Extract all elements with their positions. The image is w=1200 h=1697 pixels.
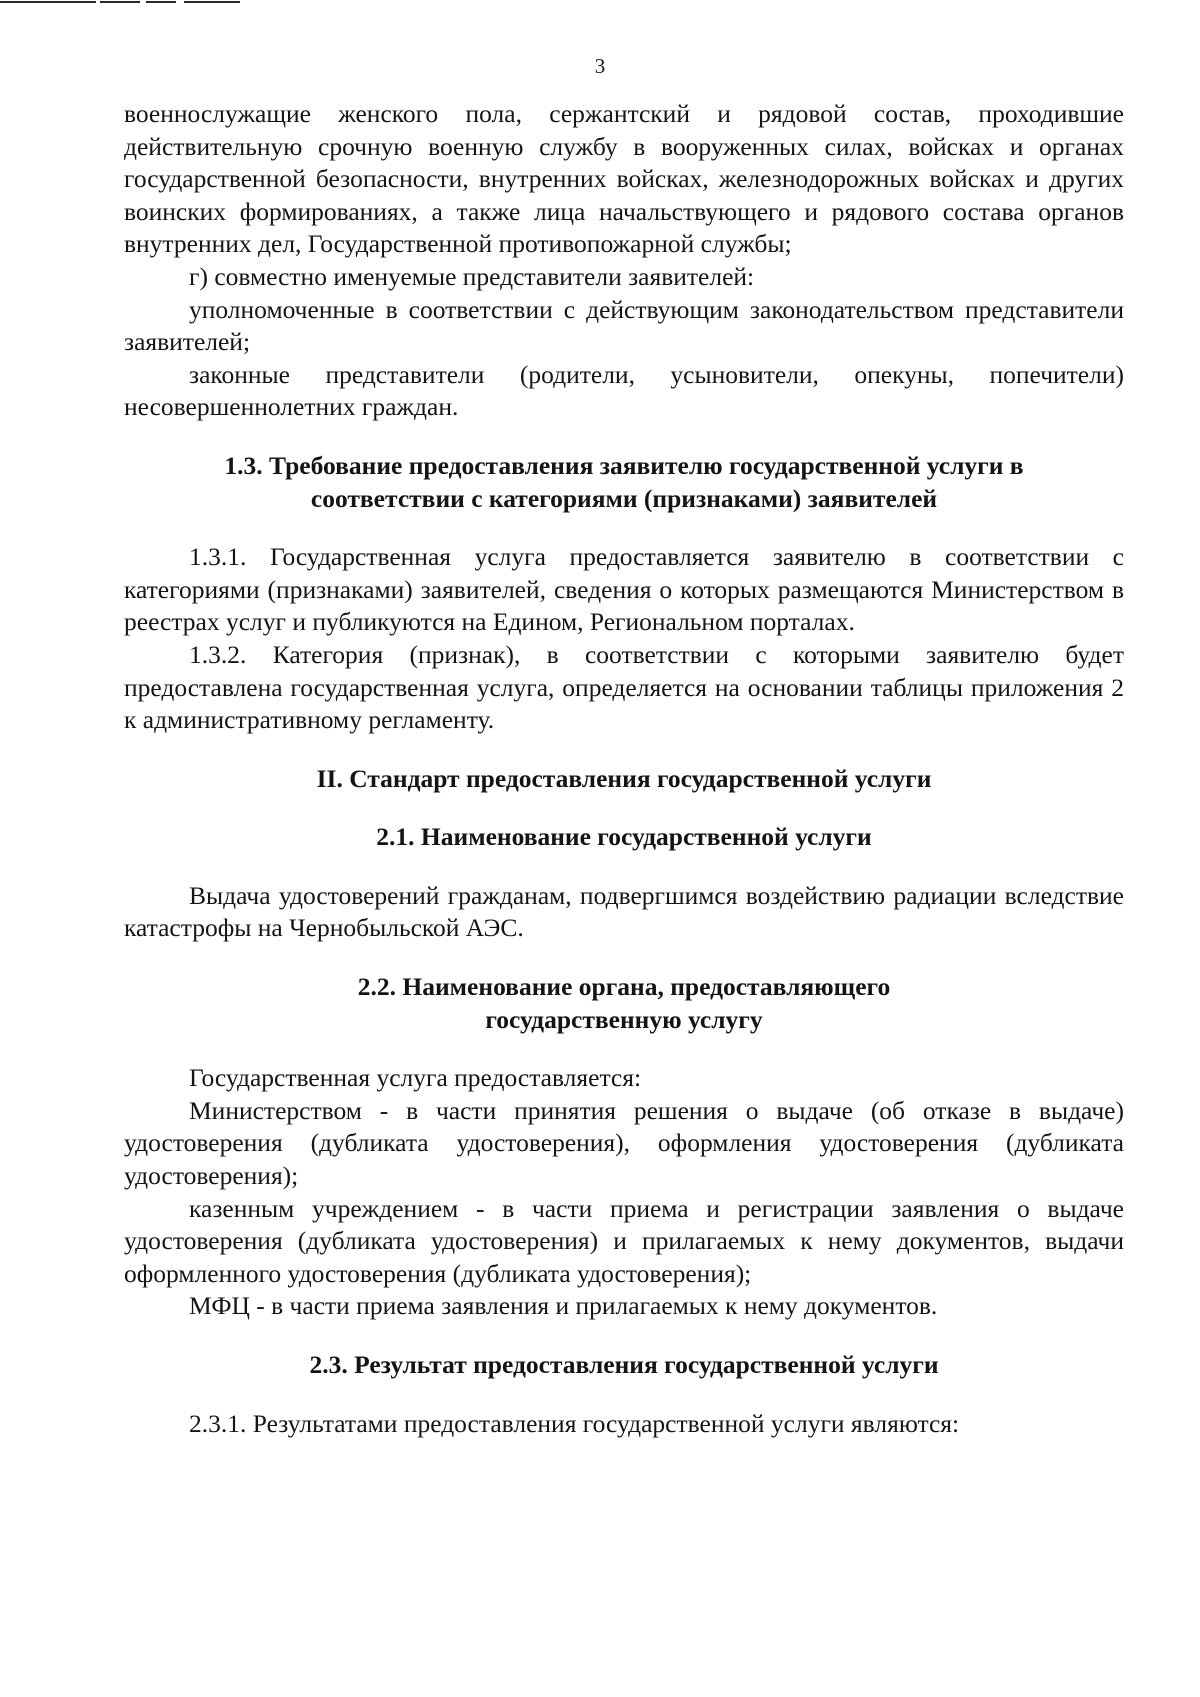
heading-line: соответствии с категориями (признаками) заявителей [310,483,938,513]
heading-line: 2.1. Наименование государственной услуги [376,822,872,852]
paragraph: Государственная услуга предоставляется: [189,1063,642,1093]
paragraph: Выдача удостоверений гражданам, подвергшимся воздействию радиации вследствие катастрофы на Чернобыльской АЭС. [124,880,1124,943]
heading-line: 2.3. Результат предоставления государственной услуги [309,1350,939,1379]
section-2-2-heading [124,971,1124,1036]
paragraph: военнослужащие женского пола, сержантский и рядовой состав, проходившие действительную срочную военную службу в вооруженных силах, войсках и органах государственной безопасности, внутренних войсках, железнодорожных войсках и других воинских формированиях, а также лица начальствующего и рядового состава органов внутренних дел, Государственной противопожарной службы; [124,99,1124,259]
section-II-heading [124,763,1124,796]
heading-line: II. Стандарт предоставления государственной услуги [316,763,932,793]
section-2-1-heading [124,821,1124,854]
paragraph: 2.3.1. Результатами предоставления государственной услуги являются: [189,1408,960,1438]
paragraph: законные представители (родители, усыновители, опекуны, попечители) несовершеннолетних граждан. [124,359,1124,422]
paragraph: МФЦ - в части приема заявления и прилагаемых к нему документов. [189,1291,938,1321]
heading-line: 2.2. Наименование органа, предоставляющего [357,972,891,1002]
page-number: 3 [594,54,606,78]
scan-edge-marks [0,0,260,6]
heading-line: государственную услугу [485,1004,763,1034]
heading-line: 1.3. Требование предоставления заявителю государственной услуги в [224,450,1024,480]
paragraph: Министерством - в части принятия решения о выдаче (об отказе в выдаче) удостоверения (дубликата удостоверения), оформления удостоверения (дубликата удостоверения); [124,1095,1124,1191]
paragraph: уполномоченные в соответствии с действующим законодательством представители заявителей; [124,294,1124,357]
paragraph: казенным учреждением - в части приема и регистрации заявления о выдаче удостоверения (дубликата удостоверения) и прилагаемых к нему документов, выдачи оформленного удостоверения (дубликата удостоверения); [124,1193,1124,1288]
paragraph: 1.3.1. Государственная услуга предоставляется заявителю в соответствии с категориями (признаками) заявителей, сведения о которых размещаются Министерством в реестрах услуг и публикуются на Едином, Региональном порталах. [124,542,1124,637]
document-body [124,98,1124,1440]
paragraph: г) совместно именуемые представители заявителей: [189,261,755,291]
paragraph: 1.3.2. Категория (признак), в соответствии с которыми заявителю будет предоставлена государственная услуга, определяется на основании таблицы приложения 2 к административному регламенту. [124,639,1124,735]
section-1-3-heading [124,450,1124,515]
section-2-3-heading [124,1349,1124,1382]
